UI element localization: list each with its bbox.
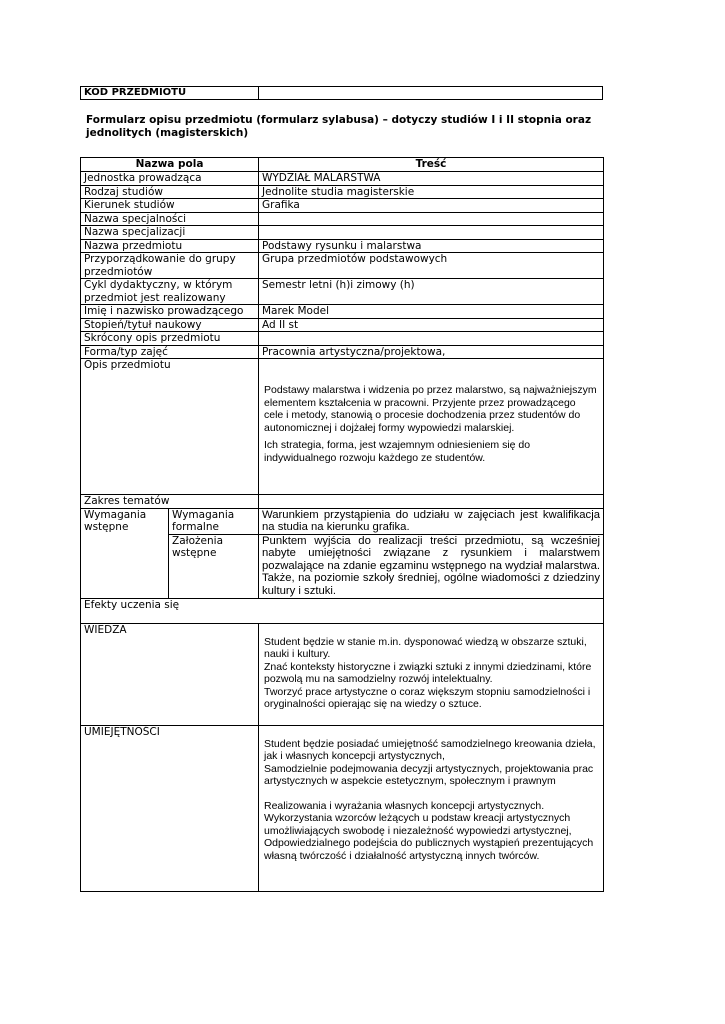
knowledge-line: Tworzyć prace artystyczne o coraz większym stopniu samodzielności i oryginalności opierając się na wiedzy o sztuce. [264, 685, 591, 711]
field-value: Ad II st [259, 318, 604, 332]
table-row [81, 332, 604, 346]
field-label: Nazwa specjalności [81, 212, 259, 226]
field-value: Grupa przedmiotów podstawowych [259, 253, 604, 279]
table-row [81, 253, 604, 279]
knowledge-line: Znać konteksty historyczne i związki sztuki z innymi dziedzinami, które pozwolą mu na samodzielny rozwój intelektualny. [264, 660, 592, 686]
form-title: Formularz opisu przedmiotu (formularz sylabusa) – dotyczy studiów I i II stopnia oraz jednolitych (magisterskich) [86, 114, 592, 139]
requirements-label: Wymagania wstępne [81, 508, 169, 598]
field-value [259, 212, 604, 226]
table-row [81, 185, 604, 199]
formal-requirements-label: Wymagania formalne [169, 508, 259, 534]
field-label: Nazwa przedmiotu [81, 239, 259, 253]
formal-requirements-value: Warunkiem przystąpienia do udziału w zajęciach jest kwalifikacja na studia na kierunku grafika. [259, 508, 604, 534]
knowledge-value [259, 623, 604, 725]
topics-row [81, 495, 604, 509]
field-label: Rodzaj studiów [81, 185, 259, 199]
field-label: Nazwa specjalizacji [81, 226, 259, 240]
assumptions-label: Założenia wstępne [169, 534, 259, 598]
field-value: Jednolite studia magisterskie [259, 185, 604, 199]
knowledge-row [81, 623, 604, 725]
description-row [81, 359, 604, 495]
header-field: Nazwa pola [81, 158, 259, 172]
table-row [81, 172, 604, 186]
topics-value [259, 495, 604, 509]
table-row [81, 226, 604, 240]
description-value [259, 359, 604, 495]
knowledge-label: WIEDZA [81, 623, 259, 725]
description-paragraph-2: Ich strategia, forma, jest wzajemnym odniesieniem się do indywidualnego rozwoju każdego ze studentów. [264, 439, 531, 464]
course-code-table [80, 86, 603, 100]
requirements-formal-row [81, 508, 604, 534]
table-row [81, 318, 604, 332]
table-row [81, 305, 604, 319]
learning-outcomes-row [81, 598, 604, 623]
skills-line: Odpowiedzialnego podejścia do publicznych wystąpień prezentujących własną twórczość i działalność artystyczną innych twórców. [264, 837, 594, 862]
field-value [259, 332, 604, 346]
field-value: Marek Model [259, 305, 604, 319]
field-label: Imię i nazwisko prowadzącego [81, 305, 259, 319]
field-label: Stopień/tytuł naukowy [81, 318, 259, 332]
topics-label: Zakres tematów [81, 495, 259, 509]
table-row [81, 345, 604, 359]
field-value [259, 226, 604, 240]
skills-line: Student będzie posiadać umiejętność samodzielnego kreowania dzieła, jak i własnych koncepcji artystycznych, [264, 737, 596, 763]
field-value: Semestr letni (h)i zimowy (h) [259, 279, 604, 305]
field-value: Grafika [259, 199, 604, 213]
table-row [81, 279, 604, 305]
field-label: Przyporządkowanie do grupy przedmiotów [81, 253, 259, 279]
skills-row [81, 725, 604, 891]
table-row [81, 199, 604, 213]
skills-value [259, 725, 604, 891]
assumptions-value: Punktem wyjścia do realizacji treści przedmiotu, są wcześniej nabyte umiejętności związane z rysunkiem i malarstwem pozwalające na zdanie egzaminu wstępnego na wydział malarstwa. Także, na poziomie szkoły średniej, ogólne wiadomości z dziedziny kultury i sztuki. [259, 534, 604, 598]
course-code-label: KOD PRZEDMIOTU [81, 87, 259, 100]
course-code-value [259, 87, 603, 100]
description-paragraph-1: Podstawy malarstwa i widzenia po przez malarstwo, są najważniejszym elementem kształcenia w pracowni. Przyjente przez prowadzącego cele i metody, stanowią o procesie dochodzenia przez studentów do autonomicznej i dojżałej formy wypowiedzi malarskiej. [264, 384, 597, 434]
table-row [81, 239, 604, 253]
field-label: Skrócony opis przedmiotu [81, 332, 259, 346]
description-label: Opis przedmiotu [81, 359, 259, 495]
skills-line: Wykorzystania wzorców leżących u podstaw kreacji artystycznych umożliwiających swobodę i niezależność wypowiedzi artystycznej, [264, 812, 572, 837]
field-label: Jednostka prowadząca [81, 172, 259, 186]
header-content: Treść [259, 158, 604, 172]
skills-line: Realizowania i wyrażania własnych koncepcji artystycznych. [264, 799, 545, 812]
field-label: Cykl dydaktyczny, w którym przedmiot jest realizowany [81, 279, 259, 305]
skills-label: UMIEJĘTNOŚCI [81, 725, 259, 891]
learning-outcomes-label: Efekty uczenia się [81, 598, 604, 623]
field-label: Forma/typ zajęć [81, 345, 259, 359]
skills-line: Samodzielnie podejmowania decyzji artystycznych, projektowania prac artystycznych w aspekcie estetycznym, społecznym i prawnym [264, 762, 594, 788]
knowledge-line: Student będzie w stanie m.in. dysponować wiedzą w obszarze sztuki, nauki i kultury. [264, 635, 587, 661]
field-value: Podstawy rysunku i malarstwa [259, 239, 604, 253]
table-row [81, 212, 604, 226]
table-header-row [81, 158, 604, 172]
field-value: WYDZIAŁ MALARSTWA [259, 172, 604, 186]
field-value: Pracownia artystyczna/projektowa, [259, 345, 604, 359]
field-label: Kierunek studiów [81, 199, 259, 213]
syllabus-table [80, 157, 604, 892]
